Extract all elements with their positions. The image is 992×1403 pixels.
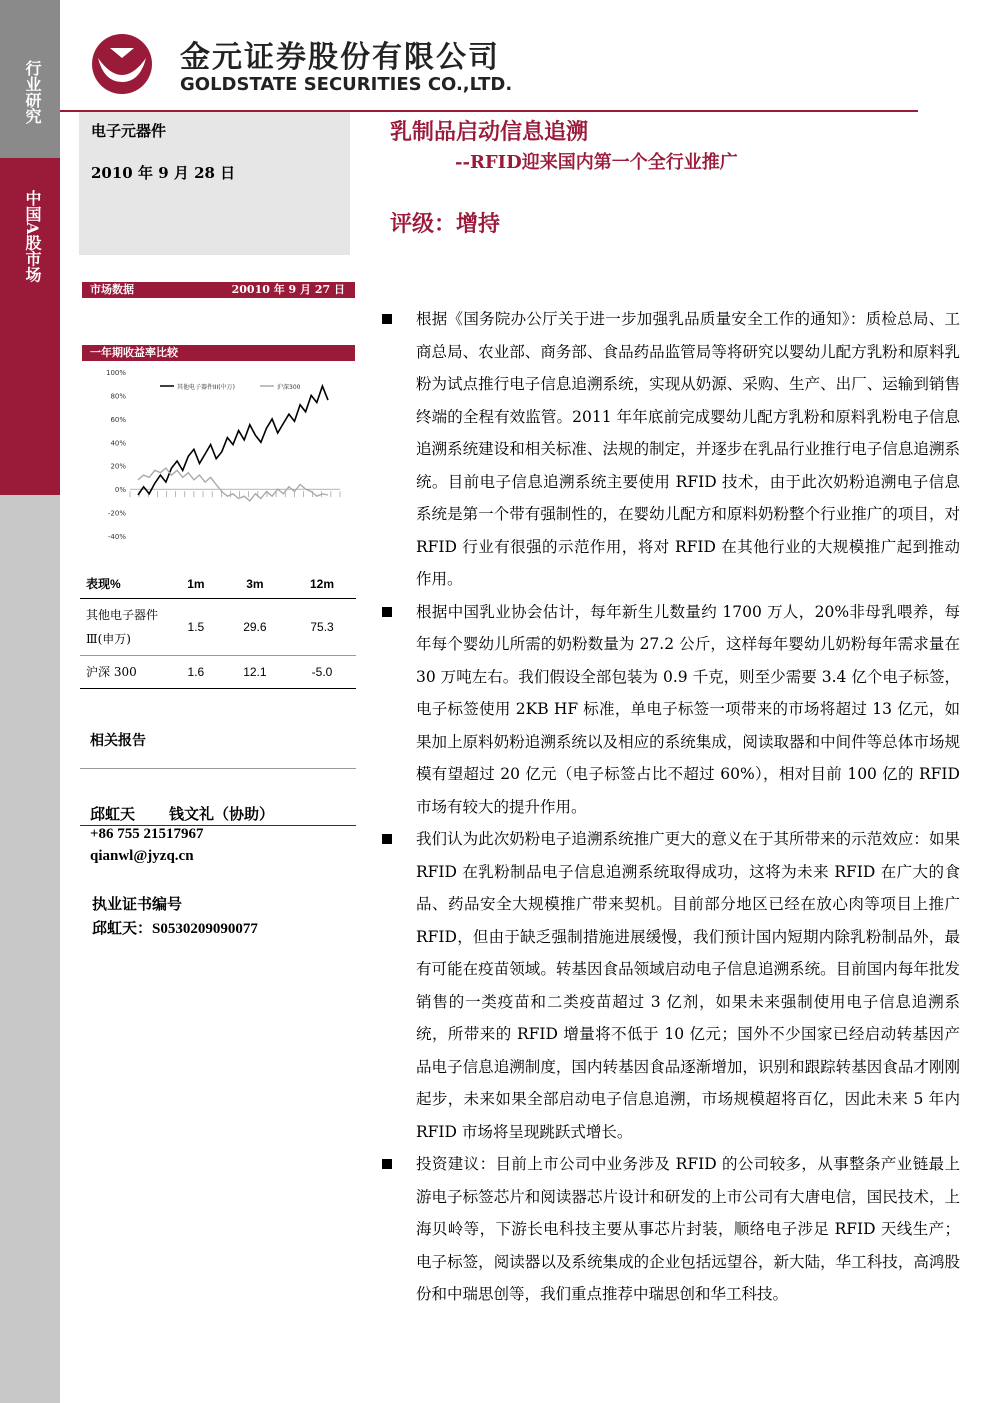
table-cell: 75.3: [288, 598, 356, 655]
report-date: 2010 年 9 月 28 日: [91, 164, 236, 182]
table-cell: 沪深 300: [80, 655, 170, 688]
table-cell: 12.1: [222, 655, 288, 688]
bullet-item: [380, 1148, 960, 1311]
performance-table: [80, 570, 356, 689]
market-data-bar: [82, 282, 355, 298]
table-header: 表现%: [80, 570, 170, 598]
side-strip-bottom: [0, 495, 60, 1403]
bullet-item: [380, 596, 960, 824]
analyst-phone: +86 755 21517967: [90, 826, 204, 842]
related-reports-label: 相关报告: [90, 733, 146, 749]
company-name-en: GOLDSTATE SECURITIES CO.,LTD.: [180, 74, 513, 95]
table-header: 1m: [170, 570, 222, 598]
table-header: 12m: [288, 570, 356, 598]
bullet-text: 投资建议：目前上市公司中业务涉及 RFID 的公司较多，从事整条产业链最上游电子标签芯片和阅读器芯片设计和研发的上市公司有大唐电信，国民技术，上海贝岭等，下游长电科技主要从事芯片封装，顺络电子涉足 RFID 天线生产；电子标签，阅读器以及系统集成的企业包括远望谷，新大陆，华工科技，高鸿股份和中瑞思创等，我们重点推荐中瑞思创和华工科技。: [416, 1155, 960, 1303]
analyst-email: qianwl@jyzq.cn: [90, 848, 194, 864]
table-cell: -5.0: [288, 655, 356, 688]
y-tick-label: -40%: [107, 533, 126, 541]
series-line: [138, 386, 328, 495]
bullet-item: [380, 823, 960, 1148]
rating: 评级：增持: [390, 211, 501, 237]
market-data-label: 市场数据: [90, 283, 134, 296]
y-tick-label: 100%: [105, 369, 126, 377]
bullet-text: 根据中国乳业协会估计，每年新生儿数量约 1700 万人，20%非母乳喂养，每年每个婴幼儿所需的奶粉数量为 27.2 公斤，这样每年婴幼儿奶粉每年需求量在 30 万吨左右。我们假设全部包装为 0.9 千克，则至少需要 3.4 亿个电子标签，电子标签使用 2KB HF 标准，单电子标签一项带来的市场将超过 13 亿元，如果加上原料奶粉追溯系统以及相应的系统集成，阅读取器和中间件等总体市场规模有望超过 20 亿元（电子标签占比不超过 60%），相对目前 100 亿的 RFID 市场有较大的提升作用。: [416, 602, 960, 816]
table-header-row: [80, 570, 356, 598]
company-logo-icon: [90, 32, 154, 96]
y-tick-label: -20%: [107, 509, 126, 518]
bullet-text: 我们认为此次奶粉电子追溯系统推广更大的意义在于其所带来的示范效应：如果 RFID 在乳粉制品电子信息追溯系统取得成功，这将为未来 RFID 在广大的食品、药品安全大规模推广带来契机。目前部分地区已经在放心肉等项目上推广 RFID，但由于缺乏强制措施进展缓慢，我们预计国内短期内除乳粉制品外，最有可能在疫苗领域。转基因食品领域启动电子信息追溯系统。目前国内每年批发销售的一类疫苗和二类疫苗超过 3 亿剂，如果未来强制使用电子信息追溯系统，所带来的 RFID 增量将不低于 10 亿元；国外不少国家已经启动转基因产品电子信息追溯制度，国内转基因食品逐渐增加，识别和跟踪转基因食品才刚刚起步，未来如果全部启动电子信息追溯，市场规模超将百亿，因此未来 5 年内 RFID 市场将呈现跳跃式增长。: [416, 830, 960, 1141]
y-tick-label: 80%: [110, 392, 126, 401]
y-tick-label: 0%: [114, 486, 126, 495]
table-cell: 1.5: [170, 598, 222, 655]
side-label-market: 中国A股市场: [23, 190, 42, 283]
chart-title-bar: [82, 345, 355, 361]
table-cell: 1.6: [170, 655, 222, 688]
side-strip: [0, 0, 60, 1403]
y-tick-label: 40%: [110, 439, 126, 448]
table-header: 3m: [222, 570, 288, 598]
y-tick-label: 20%: [110, 462, 126, 471]
certificate-number: 邱虹天：S0530209090077: [92, 921, 258, 937]
report-subtitle: --RFID迎来国内第一个全行业推广: [455, 152, 738, 173]
table-row: [80, 598, 356, 655]
bullet-list: [380, 303, 960, 1311]
sector-label: 电子元器件: [91, 122, 167, 140]
legend-label: 沪深300: [277, 384, 301, 391]
y-tick-label: 60%: [110, 415, 126, 424]
related-rule: [80, 768, 356, 769]
analyst-name: 邱虹天: [90, 805, 136, 823]
bullet-square-icon: [382, 834, 392, 844]
bullet-square-icon: [382, 607, 392, 617]
table-cell: 29.6: [222, 598, 288, 655]
company-name-cn: 金元证券股份有限公司: [180, 40, 500, 75]
analyst-names: [90, 803, 274, 824]
info-box: [79, 112, 350, 255]
chart-title: 一年期收益率比较: [90, 346, 178, 359]
report-title: 乳制品启动信息追溯: [390, 119, 589, 145]
certificate-label: 执业证书编号: [92, 895, 183, 913]
table-cell: 其他电子器件Ⅲ(申万): [80, 598, 170, 655]
bullet-square-icon: [382, 314, 392, 324]
analyst-assistant: 钱文礼（协助）: [169, 805, 275, 823]
market-data-date: 20010 年 9 月 27 日: [231, 283, 345, 296]
return-comparison-chart: [82, 362, 355, 552]
bullet-square-icon: [382, 1159, 392, 1169]
bullet-text: 根据《国务院办公厅关于进一步加强乳品质量安全工作的通知》：质检总局、工商总局、农业部、商务部、食品药品监管局等将研究以婴幼儿配方乳粉和原料乳粉为试点推行电子信息追溯系统，实现从奶源、采购、生产、出厂、运输到销售终端的全程有效监管。2011 年年底前完成婴幼儿配方乳粉和原料乳粉电子信息追溯系统建设和相关标准、法规的制定，并逐步在乳品行业推行电子信息追溯系统。目前电子信息追溯系统主要使用 RFID 技术，由于此次奶粉追溯电子信息系统是第一个带有强制性的，在婴幼儿配方和原料奶粉整个行业推广的项目，对 RFID 行业有很强的示范作用，将对 RFID 在其他行业的大规模推广起到推动作用。: [416, 310, 960, 588]
side-label-industry-research: 行业研究: [23, 60, 42, 124]
table-row: [80, 655, 356, 688]
bullet-item: [380, 303, 960, 596]
legend-label: 其他电子器件III(中万): [177, 384, 235, 391]
